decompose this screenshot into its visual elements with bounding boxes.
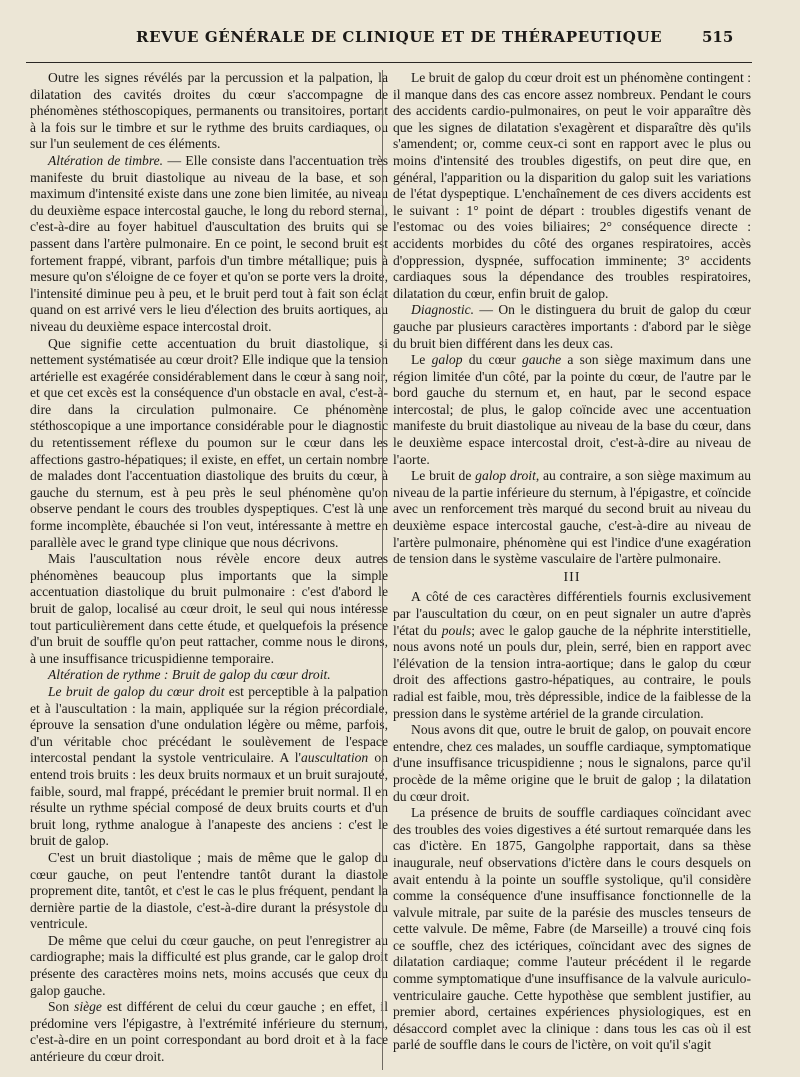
right-column (393, 70, 751, 1070)
paragraph-text: , au contraire, a son siège maximum au niveau de la partie inférieure du sternum, à l'épigastre, et coïncide avec un renforcement très marqué du second bruit au niveau du deuxième espace intercostal gauche, c'est-à-dire au niveau de l'artère pulmonaire, phénomène qui est l'indice d'une exagération de tension dans le système vasculaire de l'artère pulmonaire. (393, 468, 751, 567)
page-number: 515 (702, 28, 734, 46)
paragraph-text: ; avec le galop gauche de la néphrite interstitielle, nous avons noté un pouls dur, plein, serré, bien en rapport avec l'élévation de la tension intra-aortique; dans le galop du cœur droit des affections gastro-hépatiques, au contraire, le pouls radial est faible, mou, très dépressible, indice de la faiblesse de la pression dans le système artériel de la grande circulation. (393, 622, 751, 721)
italic-term: pouls (441, 622, 472, 638)
section-heading: Altération de timbre. (48, 152, 164, 168)
paragraph-text: Le (411, 352, 432, 368)
paragraph (30, 153, 388, 336)
column-divider (382, 70, 383, 1070)
page-header (0, 28, 800, 56)
section-heading: Le bruit de galop du cœur droit (48, 683, 225, 699)
paragraph (30, 667, 388, 684)
paragraph-text: A côté de ces caractères différentiels fournis exclusivement par l'auscultation du cœur, on en peut signaler un autre d'après l'état du (393, 589, 751, 638)
paragraph (30, 684, 388, 850)
italic-term: galop droit (475, 468, 536, 484)
paragraph: Le bruit de galop du cœur droit est un phénomène contingent : il manque dans des cas encore assez nombreux. Pendant le cours des accidents cardio-pulmonaires, on peut le voir apparaître dès que les signes de dilatation s'exagèrent et disparaître dès qu'ils s'amendent; or, comme ceux-ci sont en rapport avec le plus ou moins d'intensité des troubles digestifs, on peut dire que, en général, l'apparition ou la disparition du galop suit les variations de l'état dyspeptique. L'enchaînement de ces divers accidents est le suivant : 1° point de départ : troubles digestifs venant de l'estomac ou des voies biliaires; 2° conséquence directe : accidents morbides du côté des organes respiratoires, accès d'oppression, dyspnée, suffocation imminente; 3° accidents cardiaques sous la dépendance des troubles respiratoires, dilatation du cœur, enfin bruit de galop. (393, 70, 751, 301)
italic-term: siège (74, 999, 102, 1015)
paragraph-text: est perceptible à la palpation et à l'auscultation : la main, appliquée sur la région précordiale, éprouve la sensation d'une ondulation légère ou même, parfois, d'un véritable choc précédant le soulèvement de l'espace intercostal pendant la systole ventriculaire. A l' (30, 683, 388, 766)
italic-term: auscultation (300, 750, 369, 766)
running-title: REVUE GÉNÉRALE DE CLINIQUE ET DE THÉRAPEUTIQUE (136, 28, 663, 46)
paragraph (393, 589, 751, 722)
paragraph: Outre les signes révélés par la percussion et la palpation, la dilatation des cavités droites du cœur s'accompagne de phénomènes stéthoscopiques, permanents ou transitoires, portant à la fois sur le timbre et sur le rythme des bruits cardiaques, ou sur l'un seulement de ces éléments. (30, 70, 388, 152)
section-numeral: III (563, 569, 581, 585)
paragraph-text: Son (48, 999, 75, 1015)
paragraph: La présence de bruits de souffle cardiaques coïncidant avec des troubles des voies digestives a été surtout remarquée dans les cas d'ictère. En 1875, Gangolphe rapportait, dans sa thèse inaugurale, neuf observations d'ictère dans le cours desquels on avait entendu à la pointe un souffle systolique, qu'il considère comme la conséquence d'une insuffisance fonctionnelle de la valvule mitrale, par suite de la parésie des muscles tenseurs de cette valvule. De même, Fabre (de Marseille) a trouvé cinq fois ce souffle, chez des ictériques, coïncidant avec des signes de dilatation cardiaque; comme l'auteur précédent il le regarde comme symptomatique d'une insuffisance de la valvule auriculo-ventriculaire gauche. Cette hypothèse que semblent justifier, au premier abord, certaines expériences physiologiques, est en désaccord complet avec la clinique : dans tous les cas où il est parlé de souffle dans le cours de l'ictère, on voit qu'il s'agit (393, 805, 751, 1053)
paragraph-text: du cœur (462, 352, 522, 368)
paragraph: Que signifie cette accentuation du bruit diastolique, si nettement systématisée au cœur droit? Elle indique que la tension artérielle est exagérée considérablement dans le cœur à sang noir, et que cet excès est la conséquence d'un obstacle en aval, c'est-à-dire dans la circulation pulmonaire. Ce phénomène stéthoscopique a une importance considérable pour le diagnostic du retentissement réflexe du poumon sur le cœur dans les affections gastro-hépatiques; il existe, en effet, un certain nombre de malades dont l'accentuation diastolique des bruits du cœur, à gauche du sternum, est à peu près le seul phénomène qu'on observe pendant le cours des troubles dyspeptiques. C'est là une forme incomplète, ébauchée si l'on veut, intéressante à mettre en parallèle avec le grand type clinique que nous décrivons. (30, 335, 388, 550)
paragraph-text: Le bruit de (411, 468, 476, 484)
section-heading: Altération de rythme : Bruit de galop du cœur droit. (48, 667, 331, 683)
paragraph (393, 352, 751, 468)
paragraph: Nous avons dit que, outre le bruit de galop, on pouvait encore entendre, chez ces malades, un souffle cardiaque, symptomatique d'une insuffisance tricuspidienne ; nous le signalons, parce qu'il procède de la même origine que le bruit de galop ; la dilatation du cœur droit. (393, 722, 751, 804)
section-heading: Diagnostic. (411, 302, 475, 318)
paragraph-text: est différent de celui du cœur gauche ; en effet, il prédomine vers l'épigastre, à l'extrémité inférieure du sternum, c'est-à-dire en un point correspondant au bord droit et à la face antérieure du cœur droit. (30, 999, 388, 1065)
paragraph (393, 302, 751, 352)
paragraph: C'est un bruit diastolique ; mais de même que le galop du cœur gauche, on peut l'entendre tantôt durant la diastole proprement dite, tantôt, et c'est le cas le plus fréquent, pendant la dernière partie de la diastole, c'est-à-dire durant la présystole du ventricule. (30, 849, 388, 932)
paragraph-text: — On le distinguera du bruit de galop du cœur gauche par plusieurs caractères importants : d'abord par le siège du bruit bien différent dans les deux cas. (393, 302, 751, 351)
italic-term: galop (431, 352, 463, 368)
paragraph-text: on entend trois bruits : les deux bruits normaux et un bruit surajouté, faible, sourd, mal frappé, précédant le premier bruit normal. Il en résulte un rythme spécial composé de deux bruits courts et d'un bruit long, rythme analogue à l'anapeste des anciens : c'est le bruit de galop. (30, 750, 388, 849)
paragraph (30, 999, 388, 1065)
paragraph-text: — Elle consiste dans l'accentuation très manifeste du bruit diastolique au niveau de la base, et son maximum d'intensité existe dans une zone bien limitée, au niveau du deuxième espace intercostal gauche, le long du rebord sternal, c'est-à-dire au foyer habituel d'auscultation des bruits qui se passent dans l'artère pulmonaire. En ce point, le second bruit est fortement frappé, vibrant, parfois d'un timbre métallique; puis à mesure qu'on s'éloigne de ce foyer et qu'on se porte vers la droite, l'intensité diminue peu à peu, et le bruit perd tout à fait son éclat quand on est arrivé vers le lieu d'élection des bruits aortiques, au niveau du deuxième espace intercostal droit. (30, 152, 388, 334)
paragraph (393, 468, 751, 568)
left-column (30, 70, 388, 1070)
italic-term: gauche (521, 352, 562, 368)
header-rule (26, 62, 752, 63)
paragraph: De même que celui du cœur gauche, on peut l'enregistrer au cardiographe; mais la difficulté est plus grande, car le galop droit présente des caractères moins nets, moins accusés que ceux du galop gauche. (30, 932, 388, 998)
paragraph: Mais l'auscultation nous révèle encore deux autres phénomènes beaucoup plus importants que la simple accentuation diastolique du bruit pulmonaire : c'est d'abord le bruit de galop, localisé au cœur droit, le seul qui nous intéresse tout particulièrement dans cette étude, et quelquefois la présence d'un bruit de souffle qu'on peut rattacher, comme nous le dirons, à une insuffisance tricuspidienne temporaire. (30, 551, 388, 666)
paragraph-text: a son siège maximum dans une région limitée d'un côté, par la pointe du cœur, de l'autre par le bord gauche du sternum et, en haut, par le second espace intercostal; de plus, le galop coïncide avec une accentuation manifeste du bruit diastolique au niveau de la base du cœur, dans le deuxième espace intercostal droit, c'est-à-dire au niveau de l'aorte. (393, 352, 751, 467)
